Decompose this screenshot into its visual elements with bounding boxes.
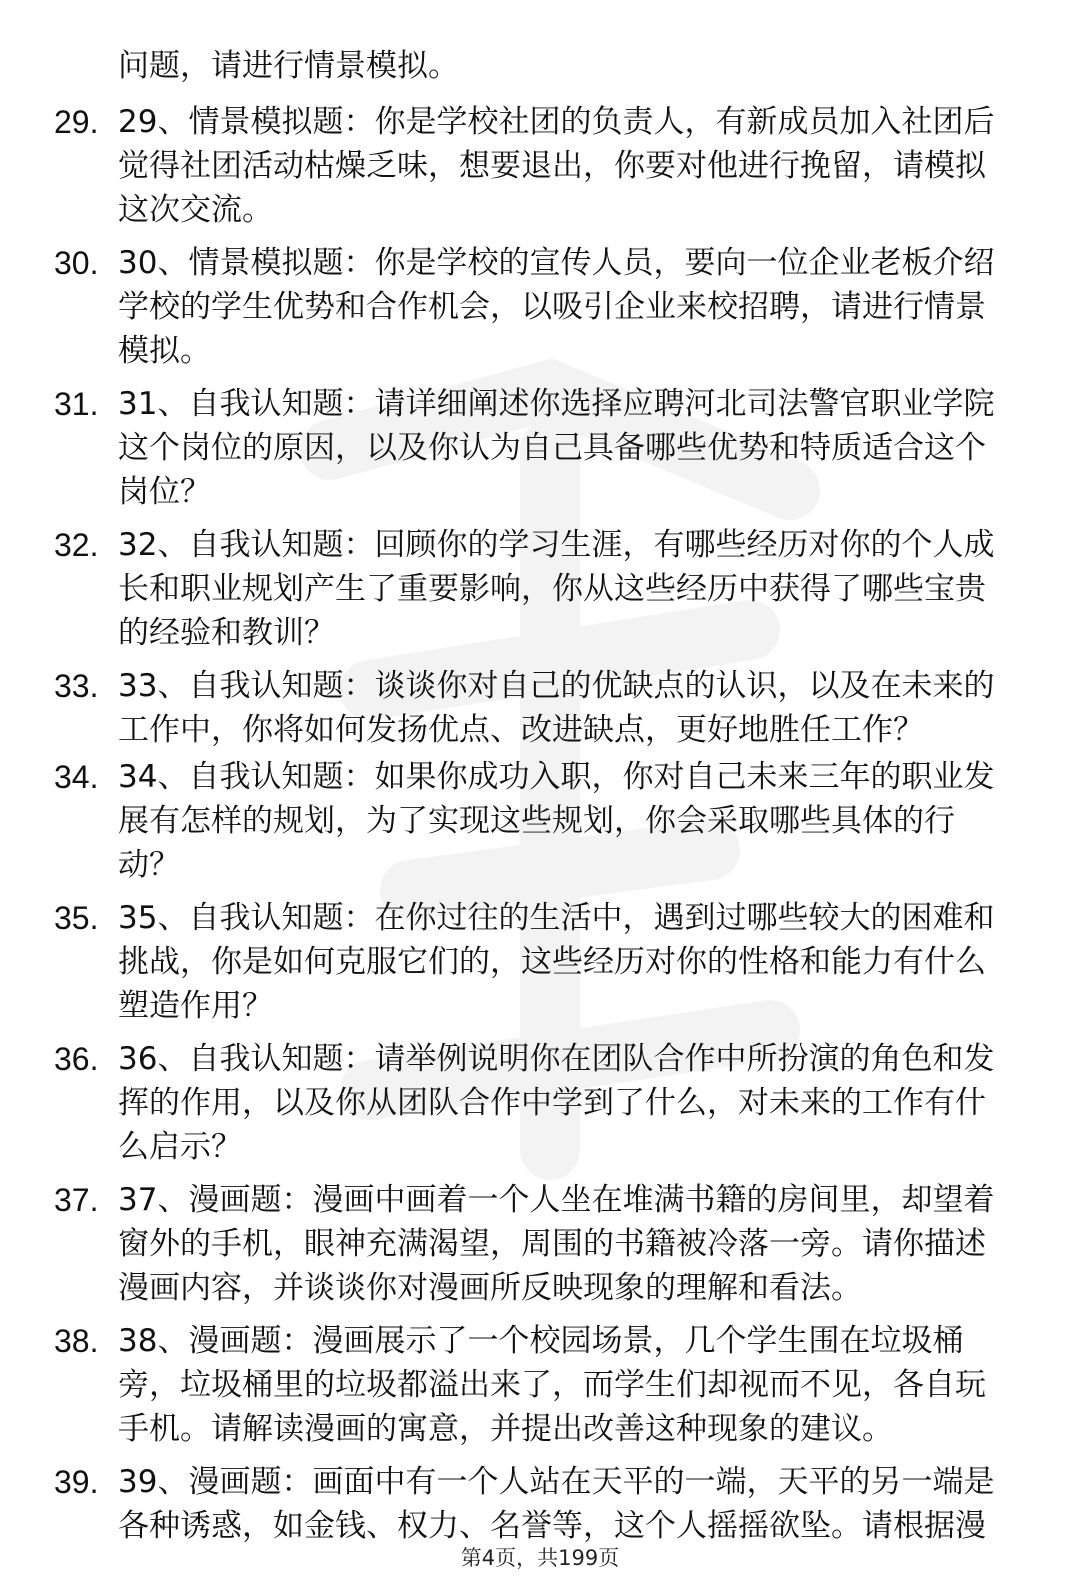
question-line: 窗外的手机，眼神充满渴望，周围的书籍被冷落一旁。请你描述 bbox=[118, 1226, 986, 1262]
question-line: 长和职业规划产生了重要影响，你从这些经历中获得了哪些宝贵 bbox=[118, 571, 986, 607]
question-line: 岗位？ bbox=[118, 474, 211, 510]
question-line: 37、漫画题：漫画中画着一个人坐在堆满书籍的房间里，却望着 bbox=[118, 1182, 995, 1218]
question-text bbox=[118, 382, 1038, 514]
question-line: 展有怎样的规划，为了实现这些规划，你会采取哪些具体的行 bbox=[118, 803, 955, 839]
question-text bbox=[118, 755, 1038, 887]
question-line: 34、自我认知题：如果你成功入职，你对自己未来三年的职业发 bbox=[118, 759, 995, 795]
question-line: 觉得社团活动枯燥乏味，想要退出，你要对他进行挽留，请模拟 bbox=[118, 148, 986, 184]
question-line: 漫画内容，并谈谈你对漫画所反映现象的理解和看法。 bbox=[118, 1270, 862, 1306]
question-text bbox=[118, 523, 1038, 655]
question-text bbox=[118, 1319, 1038, 1451]
question-line: 38、漫画题：漫画展示了一个校园场景，几个学生围在垃圾桶 bbox=[118, 1323, 964, 1359]
question-line: 30、情景模拟题：你是学校的宣传人员，要向一位企业老板介绍 bbox=[118, 245, 995, 281]
question-text bbox=[118, 1460, 1038, 1548]
question-line: 这个岗位的原因，以及你认为自己具备哪些优势和特质适合这个 bbox=[118, 430, 986, 466]
question-number: 35. bbox=[54, 900, 99, 936]
question-number: 34. bbox=[54, 759, 99, 795]
question-number: 31. bbox=[54, 386, 99, 422]
question-text bbox=[118, 664, 1038, 752]
question-line: 31、自我认知题：请详细阐述你选择应聘河北司法警官职业学院 bbox=[118, 386, 995, 422]
question-number: 30. bbox=[54, 245, 99, 281]
question-number: 29. bbox=[54, 104, 99, 140]
question-line: 旁，垃圾桶里的垃圾都溢出来了，而学生们却视而不见，各自玩 bbox=[118, 1367, 986, 1403]
question-text bbox=[118, 1037, 1038, 1169]
question-line: 么启示？ bbox=[118, 1129, 242, 1165]
question-line: 35、自我认知题：在你过往的生活中，遇到过哪些较大的困难和 bbox=[118, 900, 995, 936]
question-text bbox=[118, 896, 1038, 1028]
question-line: 挑战，你是如何克服它们的，这些经历对你的性格和能力有什么 bbox=[118, 944, 986, 980]
question-number: 32. bbox=[54, 527, 99, 563]
question-line: 塑造作用？ bbox=[118, 988, 273, 1024]
question-line: 33、自我认知题：谈谈你对自己的优缺点的认识，以及在未来的 bbox=[118, 668, 995, 704]
question-number: 38. bbox=[54, 1323, 99, 1359]
question-number: 37. bbox=[54, 1182, 99, 1218]
question-line: 工作中，你将如何发扬优点、改进缺点，更好地胜任工作？ bbox=[118, 712, 924, 748]
question-text bbox=[118, 241, 1038, 373]
question-line: 32、自我认知题：回顾你的学习生涯，有哪些经历对你的个人成 bbox=[118, 527, 995, 563]
question-line: 各种诱惑，如金钱、权力、名誉等，这个人摇摇欲坠。请根据漫 bbox=[118, 1508, 986, 1544]
question-line: 学校的学生优势和合作机会，以吸引企业来校招聘，请进行情景 bbox=[118, 289, 986, 325]
question-line: 这次交流。 bbox=[118, 192, 273, 228]
question-line: 的经验和教训？ bbox=[118, 615, 335, 651]
question-text bbox=[118, 1178, 1038, 1310]
continuation-text: 问题，请进行情景模拟。 bbox=[118, 48, 459, 84]
question-text bbox=[118, 100, 1038, 232]
page-footer: 第4页，共199页 bbox=[460, 1546, 620, 1570]
question-line: 挥的作用，以及你从团队合作中学到了什么，对未来的工作有什 bbox=[118, 1085, 986, 1121]
question-line: 模拟。 bbox=[118, 333, 211, 369]
question-number: 39. bbox=[54, 1464, 99, 1500]
question-line: 39、漫画题：画面中有一个人站在天平的一端，天平的另一端是 bbox=[118, 1464, 995, 1500]
question-line: 动？ bbox=[118, 847, 180, 883]
question-line: 29、情景模拟题：你是学校社团的负责人，有新成员加入社团后 bbox=[118, 104, 995, 140]
question-line: 36、自我认知题：请举例说明你在团队合作中所扮演的角色和发 bbox=[118, 1041, 995, 1077]
question-line: 手机。请解读漫画的寓意，并提出改善这种现象的建议。 bbox=[118, 1411, 893, 1447]
question-number: 36. bbox=[54, 1041, 99, 1077]
question-number: 33. bbox=[54, 668, 99, 704]
